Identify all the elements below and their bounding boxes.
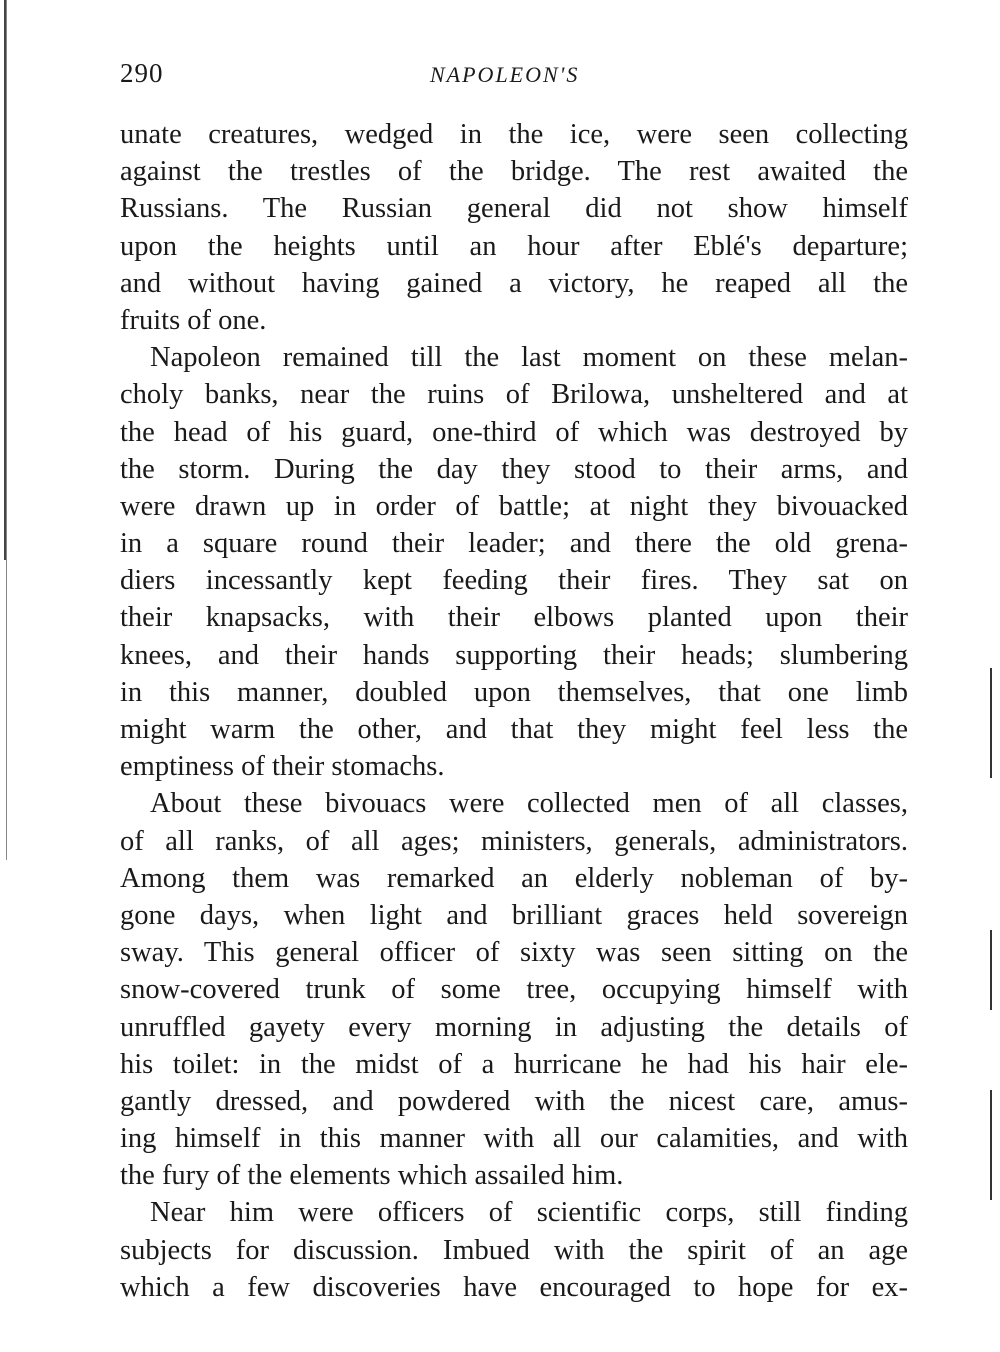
text-line: knees, and their hands supporting their heads; slumbering [120,639,908,671]
text-line: fruits of one. [120,304,267,336]
paragraph-start: Near him were officers of scientific corps, still finding [150,1197,908,1229]
paragraph-start: About these bivouacs were collected men of all classes, [150,788,908,820]
text-line: which a few discoveries have encouraged to hope for ex- [120,1271,908,1303]
text-line: of all ranks, of all ages; ministers, generals, administrators. [120,825,908,857]
paragraph-start: Napoleon remained till the last moment on these melan- [150,342,908,374]
text-line: against the trestles of the bridge. The rest awaited the [120,156,908,188]
page-number: 290 [120,58,164,88]
scan-edge-right [990,668,992,778]
page-header [120,58,910,94]
text-line: their knapsacks, with their elbows planted upon their [120,602,908,634]
text-line: were drawn up in order of battle; at night they bivouacked [120,490,908,522]
text-line: gantly dressed, and powdered with the nicest care, amus- [120,1085,908,1117]
text-line: and without having gained a victory, he reaped all the [120,267,908,299]
text-line: his toilet: in the midst of a hurricane he had his hair ele- [120,1048,908,1080]
body-text [120,116,908,1306]
text-line: upon the heights until an hour after Eblé's departure; [120,230,908,262]
scan-edge-left-secondary [6,0,7,860]
text-line: the storm. During the day they stood to their arms, and [120,453,908,485]
text-line: subjects for discussion. Imbued with the spirit of an age [120,1234,908,1266]
text-line: Among them was remarked an elderly nobleman of by- [120,862,908,894]
scan-edge-right [990,930,992,1010]
text-line: the fury of the elements which assailed him. [120,1160,624,1192]
text-line: emptiness of their stomachs. [120,751,445,783]
running-head: NAPOLEON'S [430,62,580,87]
text-line: unruffled gayety every morning in adjusting the details of [120,1011,908,1043]
text-line: the head of his guard, one-third of which was destroyed by [120,416,908,448]
text-line: in a square round their leader; and there the old grena- [120,528,908,560]
text-line: unate creatures, wedged in the ice, were seen collecting [120,119,908,150]
text-line: choly banks, near the ruins of Brilowa, unsheltered and at [120,379,908,411]
text-line: Russians. The Russian general did not show himself [120,193,908,225]
scan-edge-right [990,1090,992,1200]
text-line: might warm the other, and that they might feel less the [120,714,908,745]
text-line: gone days, when light and brilliant graces held sovereign [120,899,908,931]
text-line: ing himself in this manner with all our calamities, and with [120,1123,908,1155]
text-line: diers incessantly kept feeding their fires. They sat on [120,565,908,597]
text-line: in this manner, doubled upon themselves, that one limb [120,676,908,708]
text-line: snow-covered trunk of some tree, occupying himself with [120,974,908,1006]
text-line: sway. This general officer of sixty was seen sitting on the [120,937,908,969]
